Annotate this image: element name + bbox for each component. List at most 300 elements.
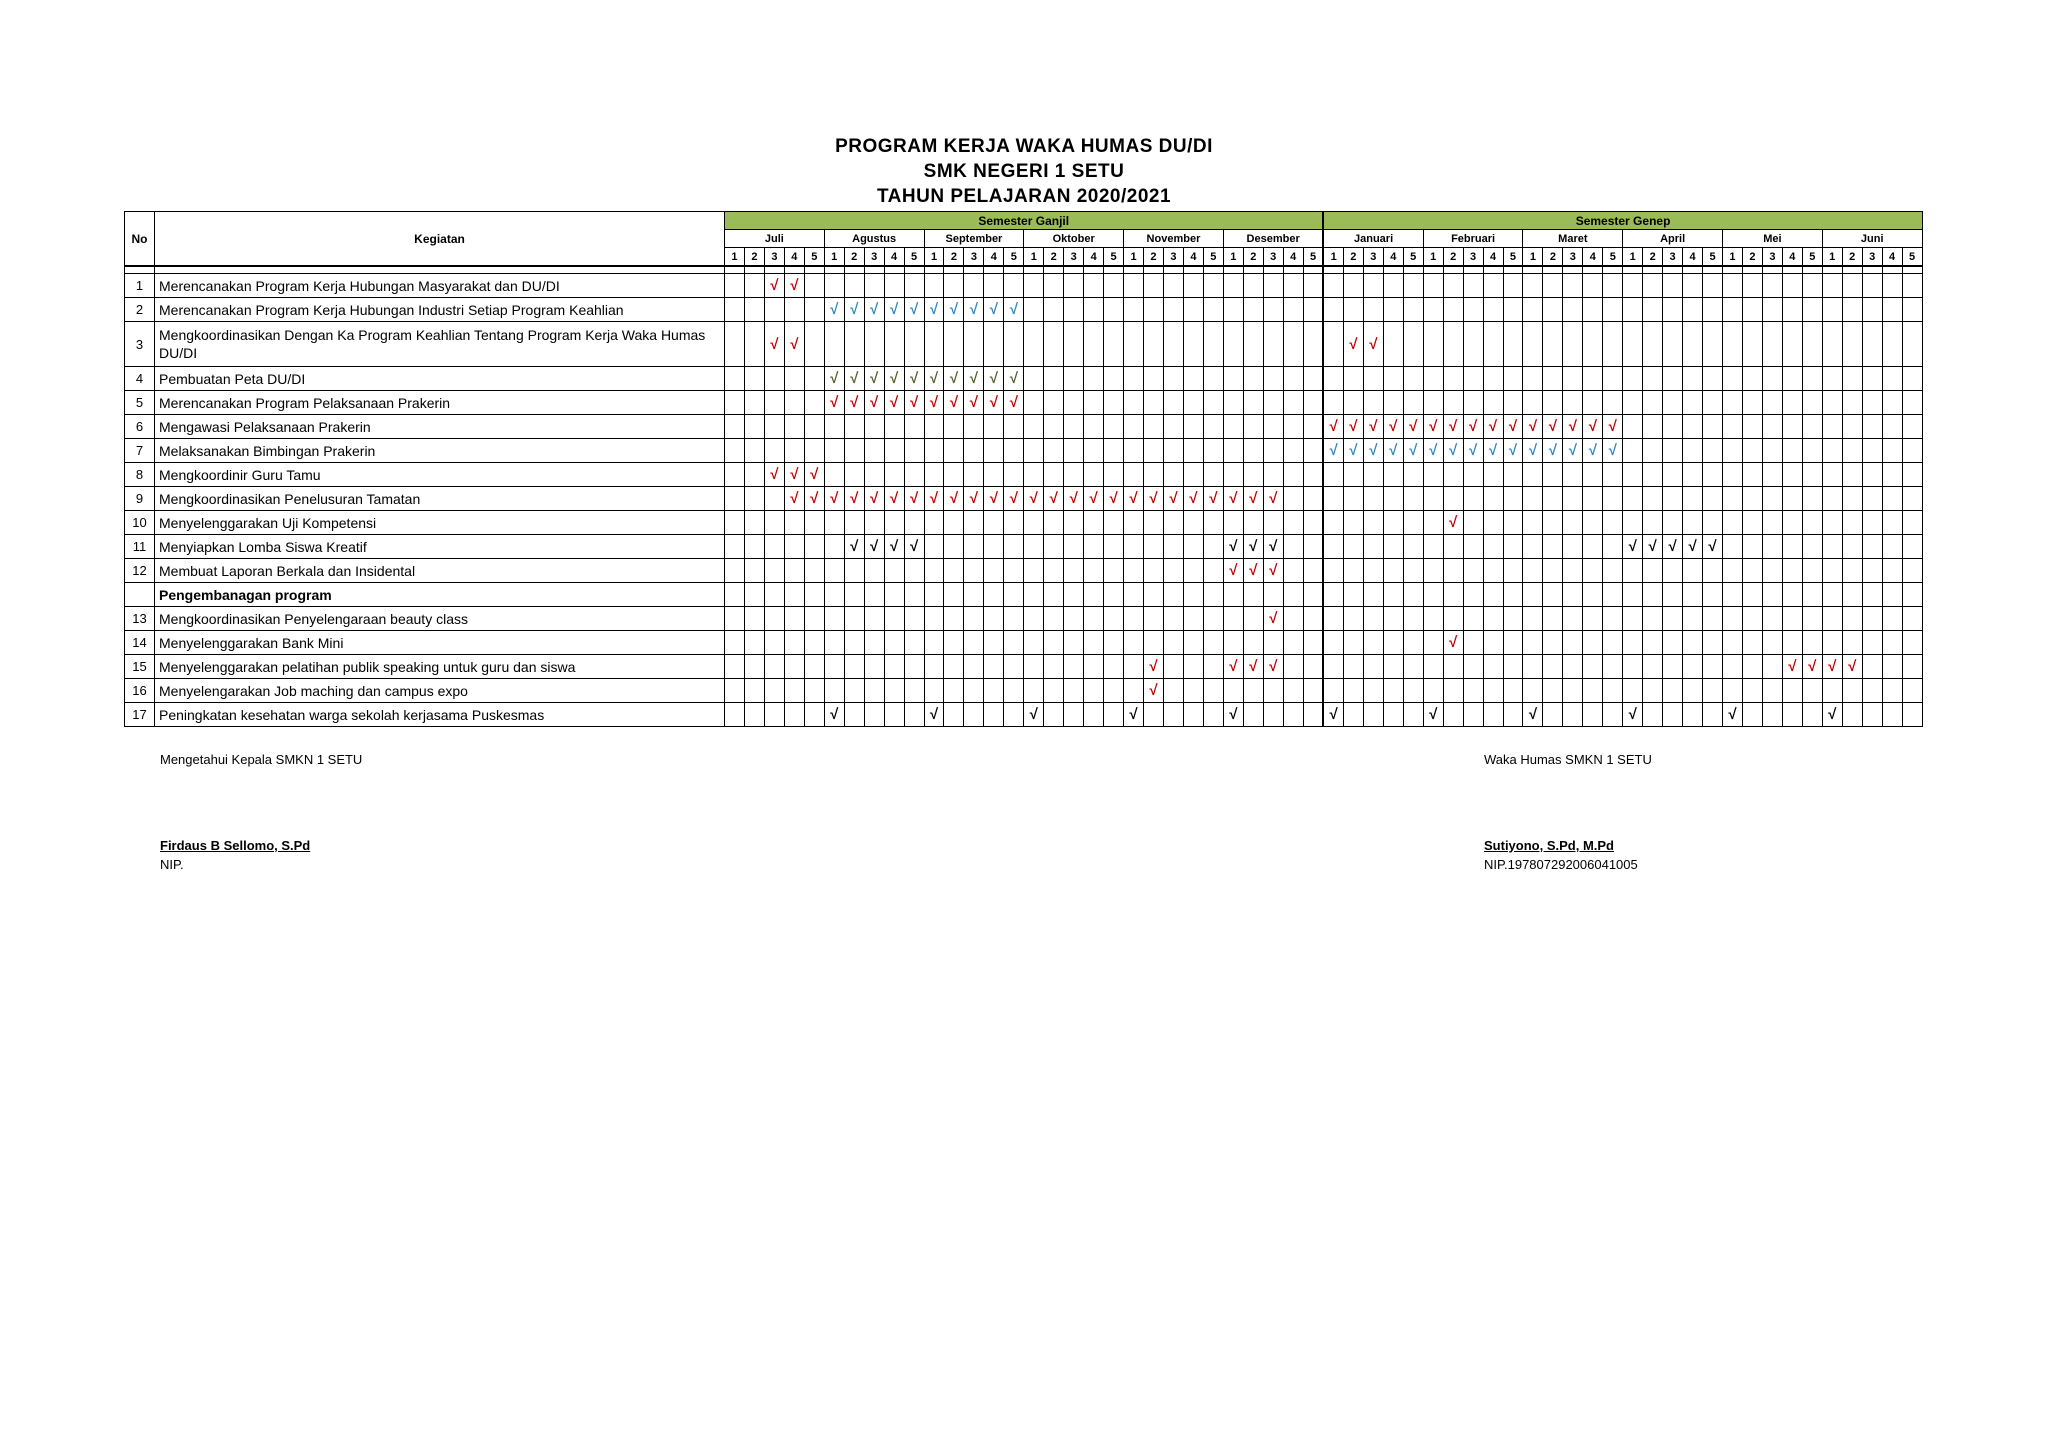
week-cell bbox=[1343, 607, 1363, 631]
week-cell bbox=[744, 415, 764, 439]
week-cell bbox=[804, 607, 824, 631]
week-cell bbox=[1543, 322, 1563, 367]
week-cell bbox=[1223, 511, 1243, 535]
week-cell bbox=[984, 583, 1004, 607]
week-cell bbox=[1263, 631, 1283, 655]
week-cell bbox=[1523, 274, 1543, 298]
week-cell bbox=[1762, 631, 1782, 655]
week-cell bbox=[904, 655, 924, 679]
week-cell bbox=[944, 322, 964, 367]
week-cell bbox=[1383, 559, 1403, 583]
week-cell bbox=[1703, 322, 1723, 367]
spacer-cell bbox=[1862, 266, 1882, 274]
week-header: 5 bbox=[1902, 248, 1922, 267]
week-cell bbox=[1303, 679, 1323, 703]
week-cell bbox=[1603, 463, 1623, 487]
week-cell bbox=[1782, 439, 1802, 463]
week-cell bbox=[1643, 703, 1663, 727]
table-row bbox=[125, 439, 1923, 463]
check-mark: √ bbox=[1223, 703, 1243, 727]
week-cell bbox=[1643, 679, 1663, 703]
week-cell bbox=[1862, 607, 1882, 631]
week-cell bbox=[844, 415, 864, 439]
week-cell bbox=[1822, 415, 1842, 439]
week-cell bbox=[1144, 415, 1164, 439]
week-cell bbox=[1163, 322, 1183, 367]
week-cell bbox=[1563, 391, 1583, 415]
check-mark: √ bbox=[1443, 415, 1463, 439]
week-cell bbox=[1703, 463, 1723, 487]
week-cell bbox=[1862, 322, 1882, 367]
week-cell bbox=[1403, 391, 1423, 415]
week-header: 5 bbox=[1802, 248, 1822, 267]
week-cell bbox=[1383, 463, 1403, 487]
week-cell bbox=[964, 415, 984, 439]
week-cell bbox=[1104, 583, 1124, 607]
week-cell bbox=[1004, 679, 1024, 703]
week-cell bbox=[1503, 679, 1523, 703]
week-cell bbox=[1802, 631, 1822, 655]
week-cell bbox=[1623, 367, 1643, 391]
week-cell bbox=[844, 703, 864, 727]
week-cell bbox=[944, 655, 964, 679]
week-cell bbox=[1643, 415, 1663, 439]
week-cell bbox=[984, 415, 1004, 439]
week-cell bbox=[1822, 535, 1842, 559]
spacer-cell bbox=[1343, 266, 1363, 274]
week-header: 4 bbox=[1483, 248, 1503, 267]
week-cell bbox=[1403, 535, 1423, 559]
week-cell bbox=[1543, 607, 1563, 631]
check-mark: √ bbox=[844, 391, 864, 415]
check-mark: √ bbox=[1363, 439, 1383, 463]
spacer-cell bbox=[1583, 266, 1603, 274]
week-cell bbox=[964, 559, 984, 583]
week-cell bbox=[1024, 511, 1044, 535]
week-cell bbox=[1603, 274, 1623, 298]
week-cell bbox=[1104, 535, 1124, 559]
check-mark: √ bbox=[944, 487, 964, 511]
week-cell bbox=[824, 583, 844, 607]
check-mark: √ bbox=[1822, 703, 1842, 727]
week-cell bbox=[1044, 679, 1064, 703]
check-mark: √ bbox=[884, 367, 904, 391]
week-cell bbox=[1623, 559, 1643, 583]
week-cell bbox=[1144, 511, 1164, 535]
week-cell bbox=[1443, 487, 1463, 511]
row-number: 14 bbox=[125, 631, 155, 655]
check-mark: √ bbox=[1483, 439, 1503, 463]
spacer-cell bbox=[1363, 266, 1383, 274]
week-cell bbox=[924, 559, 944, 583]
week-cell bbox=[1064, 631, 1084, 655]
week-cell bbox=[1563, 679, 1583, 703]
week-header: 2 bbox=[744, 248, 764, 267]
week-cell bbox=[1683, 655, 1703, 679]
check-mark: √ bbox=[1383, 415, 1403, 439]
week-cell bbox=[824, 439, 844, 463]
week-cell bbox=[1343, 391, 1363, 415]
week-cell bbox=[864, 463, 884, 487]
week-cell bbox=[824, 655, 844, 679]
week-cell bbox=[844, 511, 864, 535]
week-cell bbox=[1723, 298, 1743, 322]
month-header: Desember bbox=[1223, 230, 1323, 248]
week-cell bbox=[984, 679, 1004, 703]
week-cell bbox=[725, 415, 745, 439]
week-cell bbox=[1782, 607, 1802, 631]
week-header: 1 bbox=[1523, 248, 1543, 267]
activity-name: Menyelenggarakan Bank Mini bbox=[155, 631, 725, 655]
week-cell bbox=[1084, 559, 1104, 583]
week-cell bbox=[1124, 631, 1144, 655]
week-cell bbox=[1663, 607, 1683, 631]
week-cell bbox=[1703, 298, 1723, 322]
week-header: 1 bbox=[1423, 248, 1443, 267]
week-cell bbox=[1523, 535, 1543, 559]
week-cell bbox=[1363, 391, 1383, 415]
week-cell bbox=[1862, 703, 1882, 727]
week-cell bbox=[1383, 583, 1403, 607]
check-mark: √ bbox=[1263, 607, 1283, 631]
activity-name: Menyiapkan Lomba Siswa Kreatif bbox=[155, 535, 725, 559]
week-header: 4 bbox=[1383, 248, 1403, 267]
week-header: 2 bbox=[1543, 248, 1563, 267]
week-cell bbox=[1243, 298, 1263, 322]
check-mark: √ bbox=[1064, 487, 1084, 511]
week-cell bbox=[1163, 655, 1183, 679]
week-cell bbox=[1044, 631, 1064, 655]
week-cell bbox=[1703, 487, 1723, 511]
week-cell bbox=[1862, 559, 1882, 583]
activity-name: Melaksanakan Bimbingan Prakerin bbox=[155, 439, 725, 463]
week-cell bbox=[764, 391, 784, 415]
week-cell bbox=[725, 274, 745, 298]
week-cell bbox=[1084, 415, 1104, 439]
week-cell bbox=[1742, 679, 1762, 703]
week-cell bbox=[1762, 511, 1782, 535]
week-cell bbox=[1403, 655, 1423, 679]
week-cell bbox=[1563, 463, 1583, 487]
check-mark: √ bbox=[1583, 439, 1603, 463]
week-cell bbox=[1583, 535, 1603, 559]
week-header: 3 bbox=[1762, 248, 1782, 267]
week-cell bbox=[1663, 274, 1683, 298]
week-cell bbox=[1104, 679, 1124, 703]
week-cell bbox=[1263, 274, 1283, 298]
week-cell bbox=[1004, 631, 1024, 655]
week-cell bbox=[1862, 511, 1882, 535]
check-mark: √ bbox=[944, 367, 964, 391]
week-cell bbox=[1363, 511, 1383, 535]
week-cell bbox=[764, 367, 784, 391]
week-cell bbox=[1383, 703, 1403, 727]
week-cell bbox=[1703, 631, 1723, 655]
week-cell bbox=[1842, 607, 1862, 631]
check-mark: √ bbox=[1782, 655, 1802, 679]
week-cell bbox=[784, 415, 804, 439]
week-cell bbox=[1503, 559, 1523, 583]
week-cell bbox=[944, 463, 964, 487]
month-header: November bbox=[1124, 230, 1224, 248]
week-cell bbox=[744, 439, 764, 463]
week-cell bbox=[1742, 463, 1762, 487]
week-header: 3 bbox=[764, 248, 784, 267]
week-cell bbox=[1403, 274, 1423, 298]
table-row bbox=[125, 607, 1923, 631]
week-cell bbox=[1902, 322, 1922, 367]
week-cell bbox=[1503, 631, 1523, 655]
week-cell bbox=[1623, 463, 1643, 487]
right-signatory-nip: NIP.197807292006041005 bbox=[1484, 857, 1638, 872]
week-cell bbox=[1423, 322, 1443, 367]
week-cell bbox=[1024, 559, 1044, 583]
week-cell bbox=[1802, 322, 1822, 367]
week-cell bbox=[1423, 631, 1443, 655]
week-cell bbox=[964, 535, 984, 559]
week-cell bbox=[1503, 511, 1523, 535]
week-cell bbox=[1483, 511, 1503, 535]
week-cell bbox=[744, 322, 764, 367]
week-cell bbox=[1343, 535, 1363, 559]
week-cell bbox=[1124, 322, 1144, 367]
left-signatory-nip: NIP. bbox=[160, 857, 184, 872]
week-cell bbox=[1044, 655, 1064, 679]
week-cell bbox=[1523, 607, 1543, 631]
spacer-cell bbox=[1443, 266, 1463, 274]
week-cell bbox=[1383, 679, 1403, 703]
week-cell bbox=[1603, 535, 1623, 559]
week-header: 3 bbox=[864, 248, 884, 267]
week-cell bbox=[1084, 391, 1104, 415]
spacer-cell bbox=[1842, 266, 1862, 274]
left-signatory-name: Firdaus B Sellomo, S.Pd bbox=[160, 838, 311, 853]
week-cell bbox=[1723, 583, 1743, 607]
week-cell bbox=[844, 322, 864, 367]
week-cell bbox=[784, 535, 804, 559]
week-cell bbox=[904, 322, 924, 367]
week-cell bbox=[1782, 679, 1802, 703]
week-cell bbox=[1663, 415, 1683, 439]
week-cell bbox=[1742, 655, 1762, 679]
week-cell bbox=[1163, 274, 1183, 298]
week-cell bbox=[1144, 559, 1164, 583]
week-cell bbox=[824, 559, 844, 583]
week-cell bbox=[1423, 535, 1443, 559]
week-cell bbox=[1882, 631, 1902, 655]
week-cell bbox=[1124, 655, 1144, 679]
week-cell bbox=[1762, 391, 1782, 415]
week-cell bbox=[1064, 463, 1084, 487]
check-mark: √ bbox=[1243, 655, 1263, 679]
week-cell bbox=[725, 298, 745, 322]
row-number: 1 bbox=[125, 274, 155, 298]
week-cell bbox=[1782, 631, 1802, 655]
left-signatory-label: Mengetahui Kepala SMKN 1 SETU bbox=[160, 752, 363, 767]
week-cell bbox=[1882, 487, 1902, 511]
week-cell bbox=[1563, 367, 1583, 391]
check-mark: √ bbox=[1423, 439, 1443, 463]
check-mark: √ bbox=[1144, 679, 1164, 703]
week-cell bbox=[1363, 559, 1383, 583]
week-cell bbox=[1902, 535, 1922, 559]
check-mark: √ bbox=[1523, 703, 1543, 727]
week-cell bbox=[1303, 607, 1323, 631]
week-cell bbox=[884, 511, 904, 535]
week-header: 3 bbox=[1463, 248, 1483, 267]
week-cell bbox=[1463, 511, 1483, 535]
week-cell bbox=[924, 655, 944, 679]
check-mark: √ bbox=[1144, 655, 1164, 679]
week-cell bbox=[1483, 487, 1503, 511]
week-cell bbox=[1882, 607, 1902, 631]
week-cell bbox=[1563, 487, 1583, 511]
week-cell bbox=[1683, 463, 1703, 487]
week-cell bbox=[1124, 439, 1144, 463]
check-mark: √ bbox=[1243, 535, 1263, 559]
week-cell bbox=[1583, 679, 1603, 703]
week-cell bbox=[1782, 559, 1802, 583]
week-cell bbox=[1323, 535, 1343, 559]
week-header: 1 bbox=[1323, 248, 1343, 267]
week-cell bbox=[1243, 367, 1263, 391]
spacer-cell bbox=[1603, 266, 1623, 274]
week-cell bbox=[864, 559, 884, 583]
week-cell bbox=[1124, 583, 1144, 607]
row-number: 10 bbox=[125, 511, 155, 535]
table-row bbox=[125, 487, 1923, 511]
check-mark: √ bbox=[1223, 487, 1243, 511]
week-cell bbox=[1183, 298, 1203, 322]
week-cell bbox=[1263, 298, 1283, 322]
month-header: Oktober bbox=[1024, 230, 1124, 248]
week-cell bbox=[1683, 439, 1703, 463]
week-cell bbox=[1742, 607, 1762, 631]
week-cell bbox=[1044, 391, 1064, 415]
week-cell bbox=[1643, 607, 1663, 631]
week-cell bbox=[1583, 655, 1603, 679]
week-cell bbox=[1643, 487, 1663, 511]
spacer-cell bbox=[1483, 266, 1503, 274]
week-cell bbox=[1862, 583, 1882, 607]
week-cell bbox=[1403, 679, 1423, 703]
week-cell bbox=[1703, 583, 1723, 607]
week-cell bbox=[1463, 583, 1483, 607]
week-cell bbox=[1323, 487, 1343, 511]
week-header: 1 bbox=[1024, 248, 1044, 267]
week-cell bbox=[1902, 367, 1922, 391]
check-mark: √ bbox=[884, 298, 904, 322]
week-cell bbox=[1723, 679, 1743, 703]
row-number: 3 bbox=[125, 322, 155, 367]
week-cell bbox=[1303, 703, 1323, 727]
spacer-cell bbox=[1283, 266, 1303, 274]
week-cell bbox=[1084, 511, 1104, 535]
week-cell bbox=[1104, 415, 1124, 439]
row-number: 15 bbox=[125, 655, 155, 679]
week-cell bbox=[1683, 511, 1703, 535]
week-cell bbox=[964, 439, 984, 463]
week-cell bbox=[1183, 511, 1203, 535]
week-cell bbox=[984, 559, 1004, 583]
week-cell bbox=[1124, 559, 1144, 583]
week-header: 3 bbox=[964, 248, 984, 267]
row-number: 2 bbox=[125, 298, 155, 322]
week-cell bbox=[1583, 559, 1603, 583]
week-cell bbox=[1064, 655, 1084, 679]
week-cell bbox=[1483, 679, 1503, 703]
week-cell bbox=[1703, 679, 1723, 703]
week-cell bbox=[1742, 391, 1762, 415]
week-cell bbox=[1443, 391, 1463, 415]
week-cell bbox=[1323, 655, 1343, 679]
week-cell bbox=[1483, 391, 1503, 415]
week-cell bbox=[1603, 679, 1623, 703]
week-cell bbox=[884, 655, 904, 679]
month-header: September bbox=[924, 230, 1024, 248]
week-cell bbox=[1842, 679, 1862, 703]
week-cell bbox=[864, 607, 884, 631]
spacer-cell bbox=[1742, 266, 1762, 274]
week-cell bbox=[864, 415, 884, 439]
week-cell bbox=[1563, 703, 1583, 727]
check-mark: √ bbox=[1084, 487, 1104, 511]
week-cell bbox=[1223, 679, 1243, 703]
week-cell bbox=[1323, 631, 1343, 655]
week-cell bbox=[1643, 511, 1663, 535]
week-cell bbox=[1623, 679, 1643, 703]
check-mark: √ bbox=[984, 487, 1004, 511]
week-cell bbox=[1044, 583, 1064, 607]
week-cell bbox=[864, 703, 884, 727]
check-mark: √ bbox=[1483, 415, 1503, 439]
week-cell bbox=[1363, 535, 1383, 559]
row-number: 12 bbox=[125, 559, 155, 583]
row-number bbox=[125, 583, 155, 607]
month-header: Mei bbox=[1723, 230, 1823, 248]
week-cell bbox=[1563, 655, 1583, 679]
week-cell bbox=[1124, 463, 1144, 487]
week-cell bbox=[1084, 274, 1104, 298]
week-cell bbox=[1303, 463, 1323, 487]
week-cell bbox=[1723, 535, 1743, 559]
week-cell bbox=[964, 583, 984, 607]
week-header: 4 bbox=[1283, 248, 1303, 267]
week-cell bbox=[1842, 463, 1862, 487]
week-cell bbox=[1663, 487, 1683, 511]
week-cell bbox=[1902, 679, 1922, 703]
week-cell bbox=[1223, 415, 1243, 439]
week-cell bbox=[1463, 631, 1483, 655]
activity-name: Mengkoordinasikan Dengan Ka Program Keahlian Tentang Program Kerja Waka Humas DU/DI bbox=[155, 322, 725, 367]
week-cell bbox=[1643, 298, 1663, 322]
spacer-cell bbox=[1104, 266, 1124, 274]
week-cell bbox=[1623, 298, 1643, 322]
week-cell bbox=[1203, 322, 1223, 367]
week-cell bbox=[1084, 367, 1104, 391]
week-cell bbox=[1703, 559, 1723, 583]
week-cell bbox=[1782, 583, 1802, 607]
week-cell bbox=[1323, 559, 1343, 583]
week-cell bbox=[1902, 298, 1922, 322]
week-cell bbox=[764, 298, 784, 322]
spacer-cell bbox=[1024, 266, 1044, 274]
week-cell bbox=[1283, 679, 1303, 703]
month-header: Januari bbox=[1323, 230, 1423, 248]
week-cell bbox=[1583, 631, 1603, 655]
activity-name: Pembuatan Peta DU/DI bbox=[155, 367, 725, 391]
week-header: 1 bbox=[1623, 248, 1643, 267]
